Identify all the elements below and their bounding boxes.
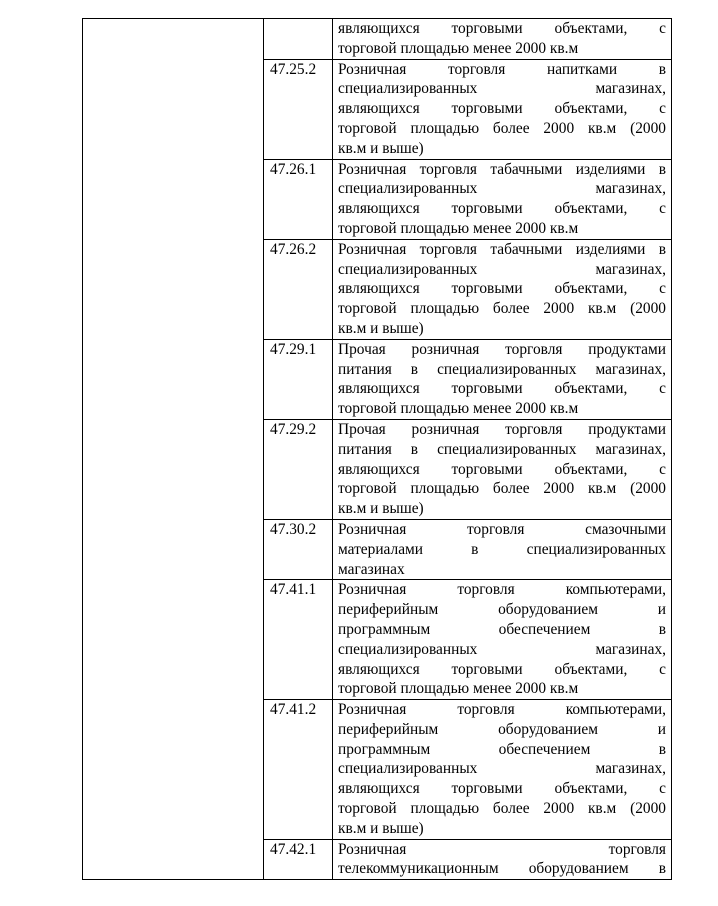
activity-code: 47.29.1 xyxy=(264,339,333,419)
activity-description xyxy=(333,580,672,700)
table-row xyxy=(83,19,672,60)
description-line: являющихся торговыми объектами, с xyxy=(338,660,666,678)
description-line: Прочая розничная торговля продуктами xyxy=(338,340,666,358)
description-line: специализированных магазинах, xyxy=(338,260,666,278)
description-line: являющихся торговыми объектами, с xyxy=(338,380,666,398)
activity-code: 47.30.2 xyxy=(264,519,333,579)
description-line: Прочая розничная торговля продуктами xyxy=(338,420,666,438)
activity-code: 47.42.1 xyxy=(264,839,333,880)
activity-code: 47.26.1 xyxy=(264,159,333,239)
description-line: кв.м и выше) xyxy=(338,500,424,518)
activity-description xyxy=(333,519,672,579)
description-line: Розничная торговля табачными изделиями в xyxy=(338,240,666,258)
description-line: являющихся торговыми объектами, с xyxy=(338,100,666,118)
activity-description xyxy=(333,159,672,239)
description-line: материалами в специализированных xyxy=(338,540,666,558)
description-line: кв.м и выше) xyxy=(338,819,424,837)
empty-left-column xyxy=(83,19,264,880)
description-line: телекоммуникационным оборудованием в xyxy=(338,860,666,878)
activity-code: 47.41.1 xyxy=(264,580,333,700)
description-line: специализированных магазинах, xyxy=(338,640,666,658)
description-line: торговой площадью менее 2000 кв.м xyxy=(338,219,579,237)
description-line: являющихся торговыми объектами, с xyxy=(338,460,666,478)
activity-description xyxy=(333,419,672,519)
description-line: периферийным оборудованием и xyxy=(338,720,666,738)
description-line: магазинах xyxy=(338,560,405,578)
description-line: торговой площадью менее 2000 кв.м xyxy=(338,39,579,57)
activity-code: 47.25.2 xyxy=(264,59,333,159)
description-line: программным обеспечением в xyxy=(338,740,666,758)
description-line: специализированных магазинах, xyxy=(338,180,666,198)
description-line: Розничная торговля смазочными xyxy=(338,520,666,538)
description-line: питания в специализированных магазинах, xyxy=(338,440,666,458)
description-line: торговой площадью менее 2000 кв.м xyxy=(338,400,579,418)
description-line: торговой площадью более 2000 кв.м (2000 xyxy=(338,300,666,318)
activity-code: 47.26.2 xyxy=(264,239,333,339)
description-line: Розничная торговля xyxy=(338,840,666,858)
activity-codes-table xyxy=(82,18,672,880)
description-line: специализированных магазинах, xyxy=(338,760,666,778)
description-line: торговой площадью более 2000 кв.м (2000 xyxy=(338,119,666,137)
activity-description xyxy=(333,839,672,880)
description-line: специализированных магазинах, xyxy=(338,80,666,98)
description-line: Розничная торговля табачными изделиями в xyxy=(338,160,666,178)
description-line: программным обеспечением в xyxy=(338,620,666,638)
description-line: являющихся торговыми объектами, с xyxy=(338,780,666,798)
description-line: являющихся торговыми объектами, с xyxy=(338,200,666,218)
description-line: являющихся торговыми объектами, с xyxy=(338,280,666,298)
activity-description xyxy=(333,239,672,339)
description-line: Розничная торговля напитками в xyxy=(338,60,666,78)
activity-description xyxy=(333,19,672,60)
description-line: периферийным оборудованием и xyxy=(338,601,666,619)
activity-code xyxy=(264,19,333,60)
description-line: торговой площадью менее 2000 кв.м xyxy=(338,680,579,698)
table-body xyxy=(83,19,672,880)
description-line: Розничная торговля компьютерами, xyxy=(338,701,666,719)
description-line: кв.м и выше) xyxy=(338,319,424,337)
description-line: торговой площадью более 2000 кв.м (2000 xyxy=(338,800,666,818)
description-line: торговой площадью более 2000 кв.м (2000 xyxy=(338,480,666,498)
activity-description xyxy=(333,59,672,159)
activity-code: 47.41.2 xyxy=(264,700,333,840)
description-line: кв.м и выше) xyxy=(338,139,424,157)
description-line: питания в специализированных магазинах, xyxy=(338,360,666,378)
activity-description xyxy=(333,339,672,419)
activity-description xyxy=(333,700,672,840)
description-line: Розничная торговля компьютерами, xyxy=(338,581,666,599)
description-line: являющихся торговыми объектами, с xyxy=(338,20,666,37)
activity-code: 47.29.2 xyxy=(264,419,333,519)
